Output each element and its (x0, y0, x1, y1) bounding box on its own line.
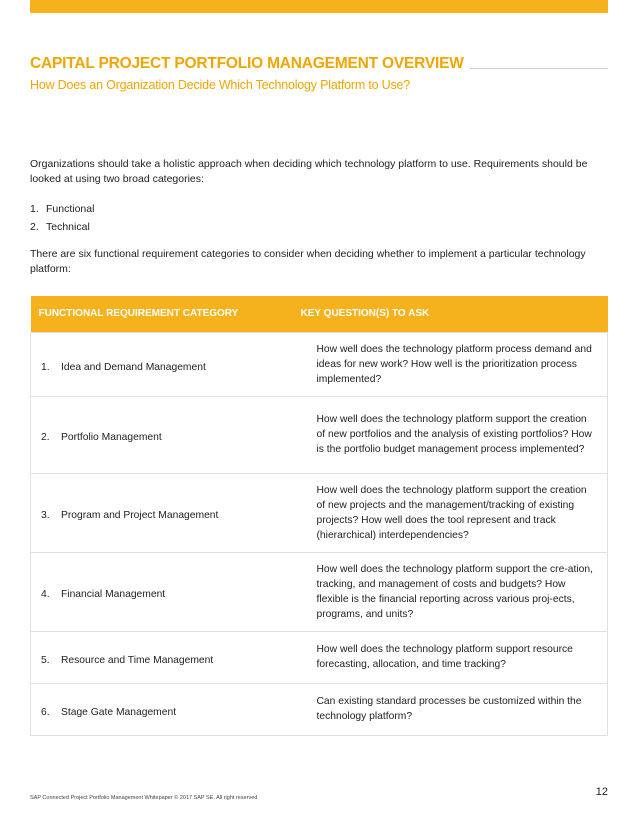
column-header-questions: KEY QUESTION(S) TO ASK (300, 308, 430, 320)
category-cell (31, 552, 293, 631)
category-cell (31, 396, 293, 473)
category-label: Portfolio Management (61, 432, 162, 443)
page-subtitle: How Does an Organization Decide Which Technology Platform to Use? (30, 78, 411, 92)
requirements-table (30, 296, 608, 736)
footer-copyright: SAP Connected Project Portfolio Management Whitepaper © 2017 SAP SE. All right reserved (30, 795, 258, 801)
list-label: Technical (46, 221, 90, 233)
table-header-row (31, 296, 608, 332)
row-number: 3. (41, 510, 50, 521)
table-row (31, 396, 608, 473)
title-divider (470, 68, 608, 69)
category-label: Idea and Demand Management (61, 361, 206, 373)
row-number: 1. (41, 361, 50, 373)
row-number: 2. (41, 432, 50, 443)
page-title: CAPITAL PROJECT PORTFOLIO MANAGEMENT OVERVIEW (30, 55, 464, 72)
list-number: 2. (30, 221, 39, 233)
intro-paragraph: Organizations should take a holistic approach when deciding which technology platform to use. Requirements should be looked at using two broad categories: (30, 158, 588, 185)
row-number: 5. (41, 654, 50, 666)
category-cell (31, 683, 293, 735)
list-number: 1. (30, 203, 39, 215)
list-label: Functional (46, 203, 95, 215)
table-row (31, 631, 608, 683)
column-header-category: FUNCTIONAL REQUIREMENT CATEGORY (38, 308, 239, 320)
question-cell: How well does the technology platform support the cre-ation, tracking, and management of costs and budgets? How flexible is the financial reporting across various proj-ects, programs, and units? (293, 552, 608, 631)
page-number: 12 (595, 786, 608, 798)
category-cell (31, 473, 293, 552)
category-cell (31, 332, 293, 396)
category-label: Financial Management (61, 589, 166, 600)
question-cell: How well does the technology platform support the creation of new portfolios and the analysis of existing portfolios? How is the portfolio budget management process implemented? (293, 396, 608, 473)
list-item (30, 218, 94, 236)
question-cell: How well does the technology platform support the creation of new projects and the management/tracking of existing projects? How well does the tool represent and track (hierarchical) interdependencies? (293, 473, 608, 552)
category-label: Program and Project Management (61, 510, 219, 521)
category-label: Resource and Time Management (61, 654, 214, 666)
question-cell: How well does the technology platform process demand and ideas for new work? How well is the prioritization process implemented? (293, 332, 608, 396)
table-row (31, 473, 608, 552)
question-cell: Can existing standard processes be customized within the technology platform? (293, 683, 608, 735)
category-list (30, 200, 94, 236)
table-row (31, 552, 608, 631)
category-label: Stage Gate Management (61, 706, 177, 718)
category-cell (31, 631, 293, 683)
table-row (31, 332, 608, 396)
table-row (31, 683, 608, 735)
question-cell: How well does the technology platform support resource forecasting, allocation, and time tracking? (293, 631, 608, 683)
list-item (30, 200, 94, 218)
top-accent-bar (30, 0, 608, 13)
row-number: 4. (41, 589, 50, 600)
row-number: 6. (41, 706, 50, 718)
table-intro-paragraph: There are six functional requirement categories to consider when deciding whether to implement a particular technology platform: (30, 248, 586, 275)
